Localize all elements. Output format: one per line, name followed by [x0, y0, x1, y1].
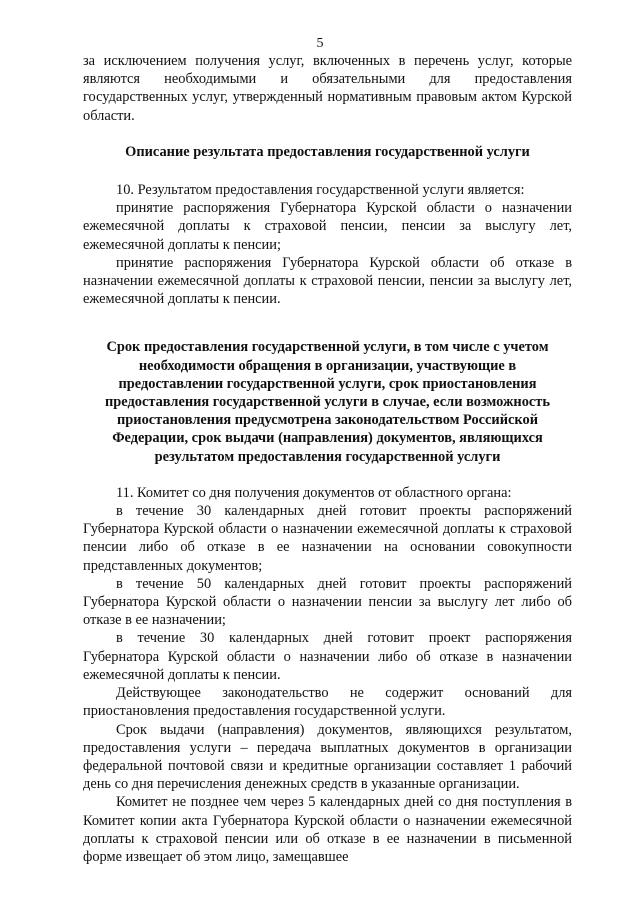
paragraph-term-30-days-supplement: в течение 30 календарных дней готовит проекты распоряжений Губернатора Курской области о назначении ежемесячной доплаты к страховой пенсии либо об отказе в ее назначении на основании совокупности представленных документов;	[83, 503, 572, 574]
document-body	[83, 52, 572, 866]
page-number: 5	[316, 36, 324, 51]
section-heading-result: Описание результата предоставления государственной услуги	[125, 143, 530, 160]
paragraph-11-intro: 11. Комитет со дня получения документов от областного органа:	[116, 484, 512, 501]
paragraph-10-intro: 10. Результатом предоставления государственной услуги является:	[116, 182, 525, 199]
paragraph-result-refusal: принятие распоряжения Губернатора Курской области об отказе в назначении ежемесячной доплаты к страховой пенсии, пенсии за выслугу лет, ежемесячной доплаты к пенсии.	[83, 254, 572, 308]
paragraph-issue-term: Срок выдачи (направления) документов, являющихся результатом, предоставления услуги – передача выплатных документов в организации федеральной почтовой связи и кредитные организации составляет 1 рабочий день со дня перечисления денежных средств в указанные организации.	[83, 721, 572, 793]
paragraph-no-suspension: Действующее законодательство не содержит оснований для приостановления предоставления государственной услуги.	[83, 685, 572, 720]
paragraph-term-30-days-pension-supplement: в течение 30 календарных дней готовит проект распоряжения Губернатора Курской области о назначении либо об отказе в назначении ежемесячной доплаты к пенсии.	[83, 630, 572, 683]
section-heading-term: Срок предоставления государственной услуги, в том числе с учетом необходимости обращения в организации, участвующие в предоставлении государственной услуги, срок приостановления предоставления государственной услуги в случае, если возможность приостановления предусмотрена законодательством Российской Федерации, срок выдачи (направления) документов, являющихся результатом предоставления государственной услуги	[105, 339, 550, 465]
paragraph-notification: Комитет не позднее чем через 5 календарных дней со дня поступления в Комитет копии акта Губернатора Курской области о назначении ежемесячной доплаты к страховой пенсии или об отказе в ее назначении в письменной форме извещает об этом лицо, замещавшее	[83, 794, 572, 865]
paragraph-term-50-days-pension: в течение 50 календарных дней готовит проекты распоряжений Губернатора Курской области о назначении пенсии за выслугу лет либо об отказе в ее назначении;	[83, 575, 572, 629]
paragraph-result-grant: принятие распоряжения Губернатора Курской области о назначении ежемесячной доплаты к страховой пенсии, пенсии за выслугу лет, ежемесячной доплаты к пенсии;	[83, 200, 572, 253]
intro-paragraph: за исключением получения услуг, включенных в перечень услуг, которые являются необходимыми и обязательными для предоставления государственных услуг, утвержденный нормативным правовым актом Курской области.	[83, 53, 572, 124]
